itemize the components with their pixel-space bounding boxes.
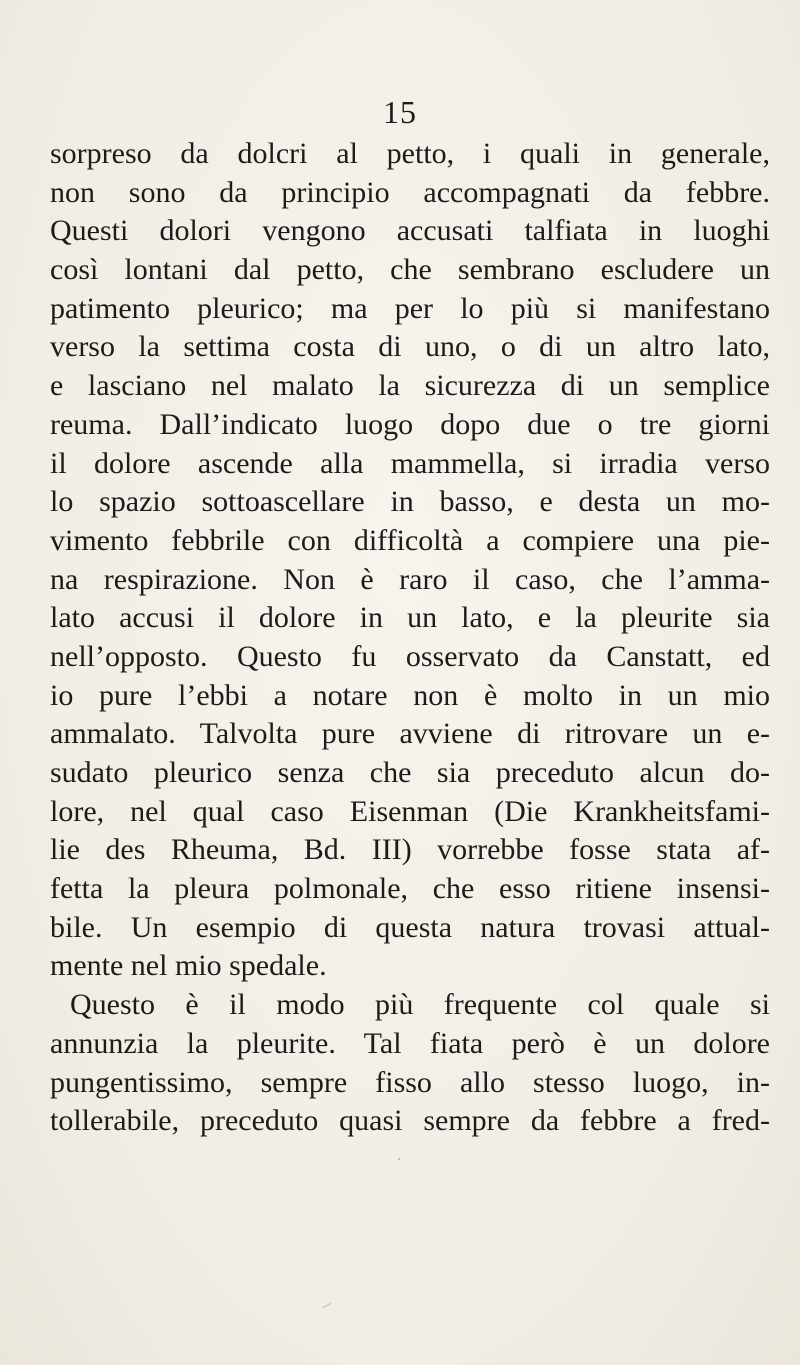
page-number: 15 bbox=[383, 94, 417, 130]
text-line: lie des Rheuma, Bd. III) vorrebbe fosse stata af- bbox=[50, 833, 770, 867]
text-line: pungentissimo, sempre fisso allo stesso luogo, in- bbox=[50, 1065, 770, 1099]
text-line: il dolore ascende alla mammella, si irradia verso bbox=[50, 446, 770, 480]
text-line: lato accusi il dolore in un lato, e la pleurite sia bbox=[50, 601, 770, 635]
text-line: annunzia la pleurite. Tal fiata però è un dolore bbox=[50, 1026, 770, 1060]
text-line: verso la settima costa di uno, o di un altro lato, bbox=[50, 330, 770, 364]
text-line: lore, nel qual caso Eisenman (Die Krankheitsfami- bbox=[50, 794, 770, 828]
text-line: sudato pleurico senza che sia preceduto alcun do- bbox=[50, 756, 770, 789]
text-line: bile. Un esempio di questa natura trovasi attual- bbox=[50, 910, 770, 944]
text-line: reuma. Dall’indicato luogo dopo due o tre giorni bbox=[50, 407, 770, 441]
paper-speck bbox=[398, 1158, 400, 1160]
text-line: mente nel mio spedale. bbox=[50, 949, 327, 983]
text-line: lo spazio sottoascellare in basso, e desta un mo- bbox=[50, 485, 770, 519]
text-line: ammalato. Talvolta pure avviene di ritrovare un e- bbox=[50, 717, 770, 751]
text-line: patimento pleurico; ma per lo più si manifestano bbox=[50, 291, 770, 325]
text-line: non sono da principio accompagnati da febbre. bbox=[50, 175, 770, 209]
text-line: e lasciano nel malato la sicurezza di un semplice bbox=[50, 369, 770, 403]
text-line: sorpreso da dolcri al petto, i quali in generale, bbox=[50, 137, 770, 170]
text-line: na respirazione. Non è raro il caso, che l’amma- bbox=[50, 562, 770, 596]
paper-speck bbox=[322, 1303, 331, 1309]
text-line: vimento febbrile con difficoltà a compiere una pie- bbox=[50, 523, 770, 557]
text-line: tollerabile, preceduto quasi sempre da febbre a fred- bbox=[50, 1104, 770, 1138]
text-line: nell’opposto. Questo fu osservato da Canstatt, ed bbox=[50, 639, 770, 673]
text-line: così lontani dal petto, che sembrano escludere un bbox=[50, 253, 770, 287]
body-text bbox=[50, 135, 770, 1141]
text-line: fetta la pleura polmonale, che esso ritiene insensi- bbox=[50, 872, 770, 906]
text-line: Questi dolori vengono accusati talfiata in luoghi bbox=[50, 214, 770, 248]
text-line: io pure l’ebbi a notare non è molto in un mio bbox=[50, 678, 770, 712]
text-line: Questo è il modo più frequente col quale si bbox=[70, 988, 770, 1022]
